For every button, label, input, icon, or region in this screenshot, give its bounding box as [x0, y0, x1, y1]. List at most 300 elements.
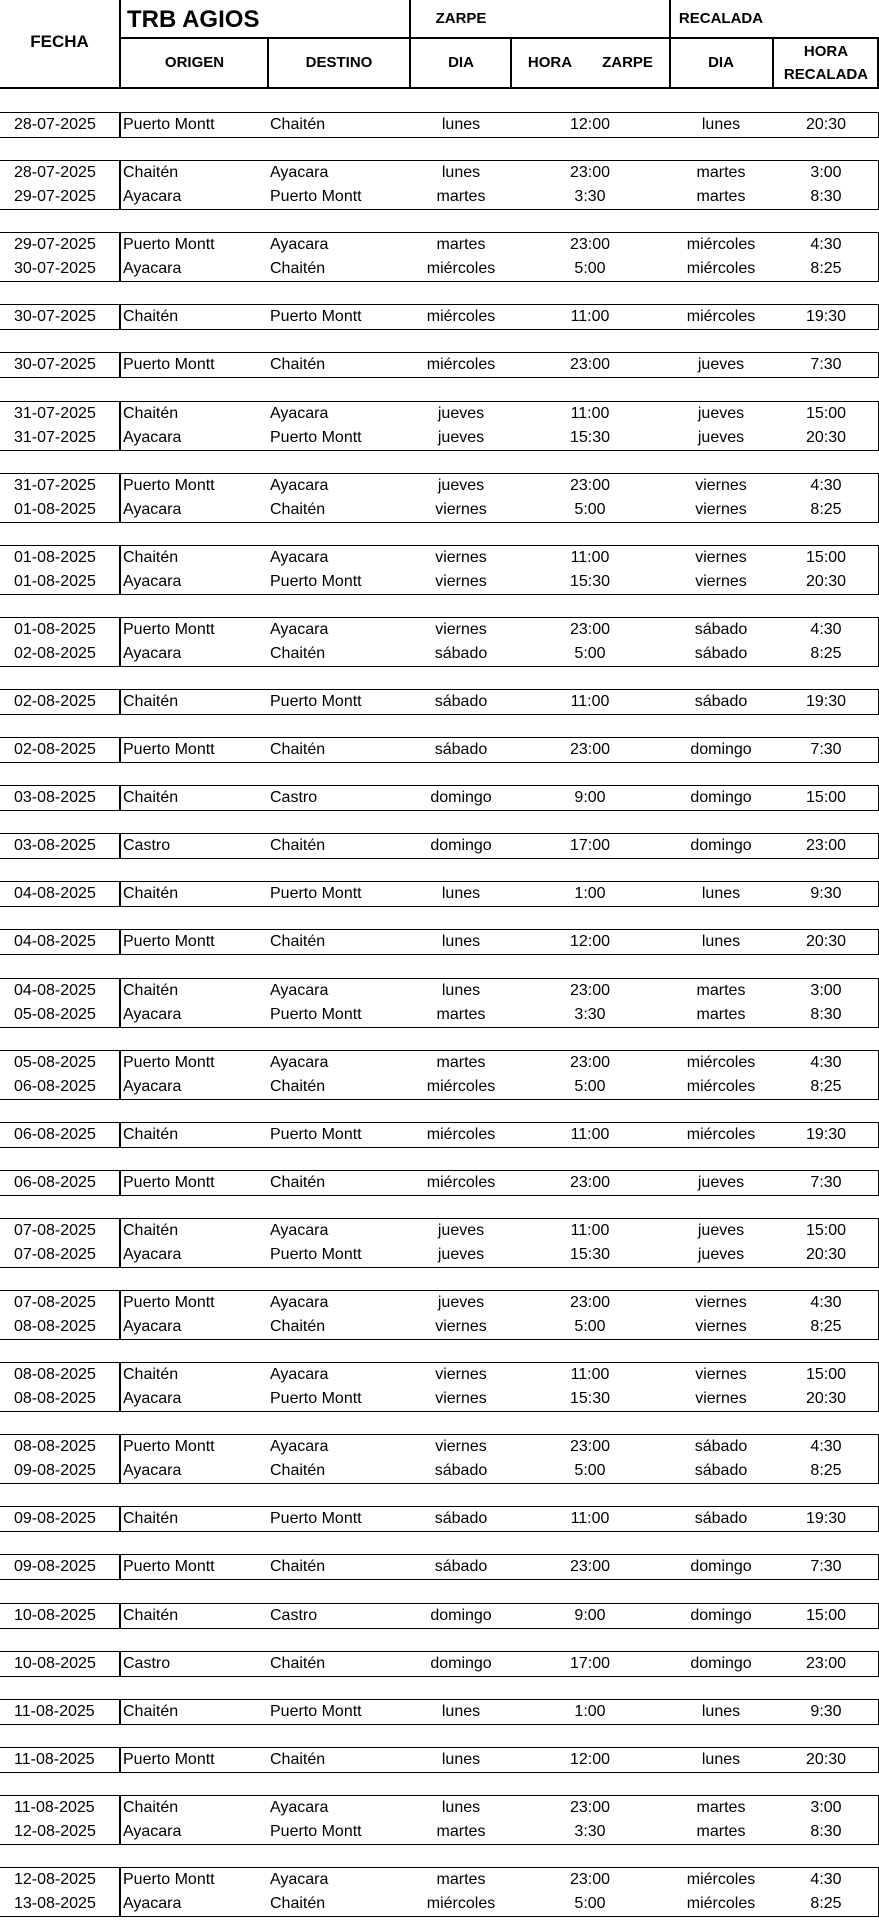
table-row	[0, 474, 879, 498]
hora-zarpe-cell: 11:00	[570, 548, 610, 566]
dia-recalada-cell: miércoles	[686, 236, 756, 254]
dia-zarpe-cell: jueves	[437, 1245, 485, 1263]
dia-recalada-cell: miércoles	[686, 1077, 756, 1095]
origen-cell: Castro	[123, 837, 171, 855]
header-divider	[267, 38, 269, 88]
fecha-cell: 02-08-2025	[14, 741, 96, 758]
origen-cell: Ayacara	[123, 1077, 182, 1095]
origen-cell: Ayacara	[123, 1005, 182, 1023]
trip-block	[0, 1434, 879, 1484]
dia-zarpe-cell: martes	[436, 188, 486, 206]
fecha-cell: 08-08-2025	[14, 1438, 96, 1456]
hora-zarpe-cell: 12:00	[569, 116, 611, 133]
destino-cell: Puerto Montt	[270, 692, 362, 710]
table-row	[0, 185, 879, 209]
fecha-cell: 29-07-2025	[14, 236, 96, 254]
hora-zarpe-cell: 23:00	[569, 981, 611, 999]
trip-block	[0, 1122, 879, 1148]
trip-block	[0, 1554, 879, 1580]
fecha-cell: 09-08-2025	[14, 1558, 96, 1576]
trip-block	[0, 737, 879, 763]
table-row	[0, 1435, 879, 1459]
dia-recalada-cell: martes	[696, 981, 746, 999]
table-row	[0, 1796, 879, 1820]
table-row	[0, 1363, 879, 1387]
table-row	[0, 1555, 879, 1579]
hora-zarpe-cell: 23:00	[569, 1798, 611, 1816]
table-row	[0, 882, 879, 906]
table-row	[0, 1243, 879, 1267]
origen-cell: Puerto Montt	[123, 116, 215, 133]
dia-recalada-cell: martes	[696, 188, 746, 206]
dia-recalada-cell: sábado	[694, 1438, 748, 1456]
dia-recalada-cell: jueves	[697, 404, 745, 422]
fecha-cell: 10-08-2025	[14, 1654, 96, 1672]
destino-cell: Ayacara	[270, 236, 329, 254]
dia-zarpe-cell: viernes	[435, 1318, 487, 1335]
dia-recalada-cell: miércoles	[686, 1895, 756, 1912]
hora-zarpe-cell: 15:30	[569, 1245, 611, 1263]
destino-cell: Chaitén	[270, 1558, 326, 1576]
dia-recalada-cell: viernes	[695, 1366, 747, 1384]
origen-cell: Chaitén	[123, 789, 179, 807]
dia-zarpe-cell: domingo	[430, 789, 492, 807]
origen-cell: Ayacara	[123, 1822, 182, 1840]
hora-recalada-cell: 15:00	[805, 789, 847, 807]
table-row	[0, 305, 879, 329]
hora-zarpe-cell: 5:00	[574, 1077, 606, 1095]
origen-cell: Castro	[123, 1654, 171, 1672]
trip-block	[0, 1170, 879, 1196]
fecha-cell: 12-08-2025	[14, 1822, 96, 1840]
destino-cell: Chaitén	[270, 644, 326, 662]
origen-header: ORIGEN	[164, 54, 225, 71]
table-row	[0, 1748, 879, 1772]
table-row	[0, 426, 879, 450]
table-row	[0, 690, 879, 714]
destino-cell: Castro	[270, 789, 318, 807]
hora-recalada-cell: 8:25	[810, 1462, 842, 1480]
origen-cell: Ayacara	[123, 572, 182, 590]
dia-recalada-cell: jueves	[697, 428, 745, 446]
dia-recalada-cell: sábado	[694, 1462, 748, 1480]
origen-cell: Ayacara	[123, 1895, 182, 1912]
dia-recalada-cell: martes	[696, 1005, 746, 1023]
destino-cell: Ayacara	[270, 1053, 329, 1071]
dia-recalada-cell: miércoles	[686, 308, 756, 326]
dia-zarpe-cell: sábado	[434, 644, 488, 662]
hora-zarpe-cell: 23:00	[569, 356, 611, 374]
dia-recalada-cell: viernes	[695, 500, 747, 518]
hora-recalada-cell: 8:25	[810, 1318, 842, 1335]
destino-cell: Puerto Montt	[270, 308, 362, 326]
destino-cell: Chaitén	[270, 1077, 326, 1095]
trip-block	[0, 1290, 879, 1340]
header-divider	[119, 0, 121, 88]
trip-block	[0, 929, 879, 955]
trip-block	[0, 1651, 879, 1677]
hora-zarpe-cell: 11:00	[570, 308, 610, 326]
origen-cell: Chaitén	[123, 1510, 179, 1528]
dia-recalada-cell: martes	[696, 1822, 746, 1840]
hora-zarpe-cell: 9:00	[574, 1606, 606, 1624]
fecha-cell: 05-08-2025	[14, 1053, 96, 1071]
destino-cell: Ayacara	[270, 548, 329, 566]
hora-recalada-cell: 7:30	[810, 356, 842, 374]
hora-zarpe-cell: 5:00	[574, 260, 606, 278]
hora-zarpe-cell: 12:00	[569, 1750, 611, 1768]
hora-zarpe-header-a: HORA	[527, 54, 573, 71]
dia-recalada-cell: lunes	[701, 933, 741, 951]
dia-recalada-cell: martes	[696, 164, 746, 182]
dia-recalada-cell: sábado	[694, 644, 748, 662]
trip-block	[0, 881, 879, 907]
table-row	[0, 1075, 879, 1099]
hora-recalada-cell: 15:00	[805, 404, 847, 422]
fecha-cell: 31-07-2025	[14, 428, 96, 446]
hora-zarpe-cell: 5:00	[574, 1318, 606, 1335]
fecha-cell: 11-08-2025	[14, 1750, 95, 1768]
origen-cell: Puerto Montt	[123, 620, 215, 638]
dia-zarpe-cell: jueves	[437, 404, 485, 422]
fecha-cell: 12-08-2025	[14, 1871, 96, 1888]
origen-cell: Puerto Montt	[123, 476, 215, 494]
dia-zarpe-cell: martes	[436, 1871, 486, 1888]
fecha-cell: 03-08-2025	[14, 837, 96, 855]
vessel-title: TRB AGIOS	[127, 6, 260, 33]
trip-block	[0, 232, 879, 282]
origen-cell: Chaitén	[123, 164, 179, 182]
destino-cell: Chaitén	[270, 260, 326, 278]
hora-recalada-cell: 19:30	[805, 1125, 847, 1143]
hora-recalada-cell: 8:25	[810, 1077, 842, 1095]
dia-recalada-cell: viernes	[695, 572, 747, 590]
fecha-cell: 08-08-2025	[14, 1390, 96, 1408]
dia-recalada-cell: lunes	[701, 1702, 741, 1720]
fecha-cell: 28-07-2025	[14, 116, 96, 133]
destino-cell: Chaitén	[270, 1750, 326, 1768]
table-row	[0, 113, 879, 137]
origen-cell: Chaitén	[123, 308, 179, 326]
hora-recalada-cell: 15:00	[805, 1221, 847, 1239]
dia-zarpe-cell: sábado	[434, 1558, 488, 1576]
destino-cell: Ayacara	[270, 1221, 329, 1239]
dia-zarpe-cell: martes	[436, 236, 486, 254]
table-row	[0, 1820, 879, 1844]
trip-block	[0, 304, 879, 330]
table-row	[0, 570, 879, 594]
destino-cell: Puerto Montt	[270, 1005, 362, 1023]
origen-cell: Chaitén	[123, 1702, 179, 1720]
hora-recalada-cell: 4:30	[810, 476, 842, 494]
hora-zarpe-cell: 11:00	[570, 692, 610, 710]
origen-cell: Chaitén	[123, 1125, 179, 1143]
dia-zarpe-cell: lunes	[441, 164, 481, 182]
hora-zarpe-cell: 11:00	[570, 1510, 610, 1528]
hora-zarpe-cell: 12:00	[569, 933, 611, 951]
dia-recalada-cell: sábado	[694, 620, 748, 638]
fecha-cell: 11-08-2025	[14, 1702, 95, 1720]
fecha-cell: 04-08-2025	[14, 885, 96, 903]
fecha-cell: 02-08-2025	[14, 692, 96, 710]
dia-recalada-cell: domingo	[690, 789, 752, 807]
trip-block	[0, 617, 879, 667]
origen-cell: Puerto Montt	[123, 1750, 215, 1768]
hora-recalada-cell: 3:00	[810, 164, 842, 182]
trip-block	[0, 1506, 879, 1532]
fecha-cell: 11-08-2025	[14, 1798, 95, 1816]
hora-recalada-cell: 15:00	[805, 1366, 847, 1384]
table-row	[0, 1459, 879, 1483]
dia-zarpe-cell: domingo	[430, 1606, 492, 1624]
destino-cell: Chaitén	[270, 500, 326, 518]
table-row	[0, 1892, 879, 1916]
fecha-cell: 05-08-2025	[14, 1005, 96, 1023]
destino-cell: Ayacara	[270, 476, 329, 494]
hora-recalada-cell: 4:30	[810, 1871, 842, 1888]
header-divider	[877, 38, 879, 88]
hora-zarpe-cell: 23:00	[569, 1871, 611, 1888]
destino-cell: Ayacara	[270, 1438, 329, 1456]
hora-recalada-cell: 20:30	[805, 933, 847, 951]
hora-recalada-cell: 4:30	[810, 1438, 842, 1456]
hora-zarpe-cell: 23:00	[569, 1558, 611, 1576]
trip-block	[0, 1795, 879, 1845]
destino-cell: Puerto Montt	[270, 885, 362, 903]
table-row	[0, 979, 879, 1003]
hora-recalada-cell: 19:30	[805, 308, 847, 326]
table-row	[0, 1604, 879, 1628]
dia-recalada-cell: jueves	[697, 1173, 745, 1191]
dia-recalada-cell: domingo	[690, 1654, 752, 1672]
hora-recalada-cell: 4:30	[810, 1053, 842, 1071]
hora-recalada-cell: 19:30	[805, 1510, 847, 1528]
fecha-cell: 06-08-2025	[14, 1125, 96, 1143]
hora-zarpe-cell: 11:00	[570, 1125, 610, 1143]
header-divider	[772, 38, 774, 88]
destino-cell: Puerto Montt	[270, 1390, 362, 1408]
destino-cell: Puerto Montt	[270, 428, 362, 446]
hora-recalada-header-b: RECALADA	[783, 66, 869, 83]
table-row	[0, 642, 879, 666]
destino-cell: Ayacara	[270, 620, 329, 638]
destino-cell: Chaitén	[270, 1318, 326, 1335]
hora-zarpe-cell: 15:30	[569, 428, 611, 446]
dia-recalada-cell: domingo	[690, 741, 752, 758]
dia-recalada-cell: lunes	[701, 116, 741, 133]
destino-cell: Ayacara	[270, 981, 329, 999]
hora-recalada-cell: 3:00	[810, 981, 842, 999]
dia-zarpe-cell: martes	[436, 1822, 486, 1840]
table-row	[0, 546, 879, 570]
fecha-cell: 04-08-2025	[14, 933, 96, 951]
destino-cell: Chaitén	[270, 741, 326, 758]
dia-zarpe-cell: viernes	[435, 1438, 487, 1456]
origen-cell: Ayacara	[123, 260, 182, 278]
origen-cell: Ayacara	[123, 1390, 182, 1408]
origen-cell: Chaitén	[123, 1606, 179, 1624]
dia-zarpe-cell: viernes	[435, 572, 487, 590]
trip-block	[0, 785, 879, 811]
destino-cell: Puerto Montt	[270, 188, 362, 206]
destino-cell: Ayacara	[270, 1294, 329, 1311]
origen-cell: Chaitén	[123, 1798, 179, 1816]
destino-cell: Chaitén	[270, 356, 326, 374]
table-row	[0, 738, 879, 762]
hora-zarpe-cell: 23:00	[569, 476, 611, 494]
origen-cell: Ayacara	[123, 428, 182, 446]
hora-recalada-cell: 8:30	[810, 188, 842, 206]
origen-cell: Puerto Montt	[123, 1438, 215, 1456]
origen-cell: Ayacara	[123, 188, 182, 206]
origen-cell: Chaitén	[123, 692, 179, 710]
fecha-cell: 28-07-2025	[14, 164, 96, 182]
fecha-cell: 13-08-2025	[14, 1895, 96, 1912]
trip-block	[0, 1699, 879, 1725]
hora-zarpe-cell: 5:00	[574, 1462, 606, 1480]
origen-cell: Puerto Montt	[123, 236, 215, 254]
destino-cell: Chaitén	[270, 1654, 326, 1672]
hora-recalada-cell: 8:30	[810, 1822, 842, 1840]
hora-recalada-cell: 8:25	[810, 260, 842, 278]
hora-recalada-cell: 23:00	[805, 1654, 847, 1672]
destino-header: DESTINO	[305, 54, 373, 71]
dia-zarpe-cell: miércoles	[426, 1895, 496, 1912]
fecha-cell: 06-08-2025	[14, 1077, 96, 1095]
destino-cell: Chaitén	[270, 837, 326, 855]
hora-zarpe-cell: 5:00	[574, 644, 606, 662]
hora-zarpe-cell: 3:30	[574, 188, 606, 206]
trip-block	[0, 545, 879, 595]
hora-zarpe-cell: 23:00	[569, 620, 611, 638]
hora-zarpe-cell: 23:00	[569, 1294, 611, 1311]
fecha-cell: 08-08-2025	[14, 1366, 96, 1384]
dia-zarpe-cell: martes	[436, 1053, 486, 1071]
dia-zarpe-cell: viernes	[435, 620, 487, 638]
fecha-cell: 07-08-2025	[14, 1221, 96, 1239]
table-row	[0, 498, 879, 522]
dia-zarpe-cell: miércoles	[426, 356, 496, 374]
recalada-header: RECALADA	[678, 10, 764, 27]
hora-zarpe-cell: 15:30	[569, 572, 611, 590]
origen-cell: Puerto Montt	[123, 1558, 215, 1576]
fecha-cell: 30-07-2025	[14, 356, 96, 374]
hora-zarpe-cell: 23:00	[569, 164, 611, 182]
dia-zarpe-cell: miércoles	[426, 260, 496, 278]
dia-recalada-cell: jueves	[697, 1221, 745, 1239]
fecha-cell: 07-08-2025	[14, 1245, 96, 1263]
hora-recalada-cell: 7:30	[810, 1558, 842, 1576]
dia-zarpe-cell: viernes	[435, 1390, 487, 1408]
table-row	[0, 1315, 879, 1339]
destino-cell: Chaitén	[270, 933, 326, 951]
hora-recalada-cell: 4:30	[810, 236, 842, 254]
trip-block	[0, 1603, 879, 1629]
fecha-cell: 08-08-2025	[14, 1318, 96, 1335]
dia-recalada-cell: lunes	[701, 885, 741, 903]
dia-recalada-cell: viernes	[695, 1390, 747, 1408]
origen-cell: Chaitén	[123, 404, 179, 422]
hora-zarpe-cell: 3:30	[574, 1822, 606, 1840]
dia-recalada-cell: lunes	[701, 1750, 741, 1768]
table-row	[0, 233, 879, 257]
dia-recalada-cell: domingo	[690, 1606, 752, 1624]
destino-cell: Puerto Montt	[270, 1822, 362, 1840]
table-row	[0, 834, 879, 858]
fecha-cell: 10-08-2025	[14, 1606, 96, 1624]
hora-zarpe-cell: 1:00	[574, 885, 606, 903]
hora-recalada-cell: 20:30	[805, 572, 847, 590]
table-row	[0, 1652, 879, 1676]
hora-recalada-cell: 20:30	[805, 116, 847, 133]
table-row	[0, 1868, 879, 1892]
table-row	[0, 1219, 879, 1243]
destino-cell: Ayacara	[270, 1871, 329, 1888]
dia-recalada-cell: viernes	[695, 476, 747, 494]
dia-recalada-cell: miércoles	[686, 1053, 756, 1071]
destino-cell: Puerto Montt	[270, 1245, 362, 1263]
trip-block	[0, 1747, 879, 1773]
trip-block	[0, 401, 879, 451]
dia-zarpe-cell: sábado	[434, 692, 488, 710]
dia-zarpe-cell: sábado	[434, 1462, 488, 1480]
hora-recalada-cell: 4:30	[810, 1294, 842, 1311]
dia-zarpe-cell: lunes	[441, 885, 481, 903]
fecha-cell: 09-08-2025	[14, 1462, 96, 1480]
origen-cell: Chaitén	[123, 1366, 179, 1384]
hora-zarpe-cell: 17:00	[569, 837, 611, 855]
table-row	[0, 1051, 879, 1075]
origen-cell: Ayacara	[123, 1462, 182, 1480]
hora-zarpe-cell: 23:00	[569, 741, 611, 758]
destino-cell: Ayacara	[270, 404, 329, 422]
fecha-cell: 01-08-2025	[14, 620, 96, 638]
hora-recalada-cell: 8:25	[810, 1895, 842, 1912]
table-row	[0, 1507, 879, 1531]
hora-zarpe-header-b: ZARPE	[602, 54, 653, 71]
dia-zarpe-cell: miércoles	[426, 1077, 496, 1095]
destino-cell: Puerto Montt	[270, 1510, 362, 1528]
destino-cell: Chaitén	[270, 1895, 326, 1912]
origen-cell: Chaitén	[123, 548, 179, 566]
dia-zarpe-cell: viernes	[435, 548, 487, 566]
hora-zarpe-cell: 3:30	[574, 1005, 606, 1023]
hora-zarpe-cell: 5:00	[574, 500, 606, 518]
fecha-cell: 01-08-2025	[14, 572, 96, 590]
trip-block	[0, 1867, 879, 1917]
trip-block	[0, 1218, 879, 1268]
hora-recalada-cell: 20:30	[805, 1245, 847, 1263]
destino-cell: Chaitén	[270, 116, 326, 133]
hora-recalada-cell: 4:30	[810, 620, 842, 638]
dia-zarpe-cell: domingo	[430, 837, 492, 855]
dia-zarpe-cell: viernes	[435, 500, 487, 518]
fecha-cell: 31-07-2025	[14, 404, 96, 422]
dia-zarpe-cell: lunes	[441, 933, 481, 951]
hora-recalada-cell: 20:30	[805, 1390, 847, 1408]
fecha-cell: 02-08-2025	[14, 644, 96, 662]
dia-recalada-cell: sábado	[694, 692, 748, 710]
dia-zarpe-cell: jueves	[437, 428, 485, 446]
hora-zarpe-cell: 23:00	[569, 1438, 611, 1456]
trip-block	[0, 978, 879, 1028]
origen-cell: Chaitén	[123, 885, 179, 903]
header-divider	[669, 0, 671, 88]
dia-zarpe-cell: jueves	[437, 1294, 485, 1311]
trip-block	[0, 112, 879, 138]
dia-recalada-cell: jueves	[697, 1245, 745, 1263]
destino-cell: Puerto Montt	[270, 1125, 362, 1143]
